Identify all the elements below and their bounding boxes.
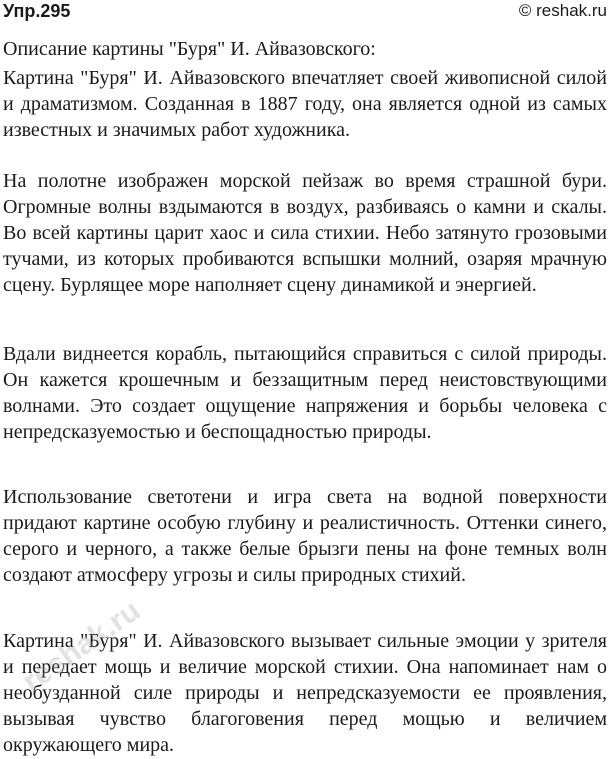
essay-title: Описание картины "Буря" И. Айвазовского: xyxy=(3,38,376,60)
source-credit[interactable]: © reshak.ru xyxy=(518,1,607,20)
paragraph-4: Использование светотени и игра света на водной поверхности придают картине особую глубину и реалистичность. Оттенки синего, серого и черного, а также белые брызги пены на фоне темных волн создают атмосферу угрозы и силы природных стихий. xyxy=(3,486,607,586)
paragraph-2: На полотне изображен морской пейзаж во время страшной бури. Огромные волны вздымаются в воздух, разбиваясь о камни и скалы. Во всей картины царит хаос и сила стихии. Небо затянуто грозовыми тучами, из которых пробиваются вспышки молний, озаряя мрачную сцену. Бурлящее море наполняет сцену динамикой и энергией. xyxy=(3,170,607,296)
svg-text:reshak.ru: reshak.ru xyxy=(16,595,140,699)
header xyxy=(3,0,607,26)
paragraph-1: Картина "Буря" И. Айвазовского впечатляет своей живописной силой и драматизмом. Созданная в 1887 году, она является одной из самых известных и значимых работ художника. xyxy=(3,67,607,141)
paragraph-5: Картина "Буря" И. Айвазовского вызывает сильные эмоции у зрителя и передает мощь и величие морской стихии. Она напоминает нам о необузданной силе природы и непредсказуемости ее проявления, вызывая чувство благоговения перед мощью и величием окружающего мира. xyxy=(3,630,607,756)
paragraph-3: Вдали виднеется корабль, пытающийся справиться с силой природы. Он кажется крошечным и беззащитным перед неистовствующими волнами. Это создает ощущение напряжения и борьбы человека с непредсказуемостью и беспощадностью природы. xyxy=(3,343,607,443)
exercise-number: Упр.295 xyxy=(3,1,71,21)
